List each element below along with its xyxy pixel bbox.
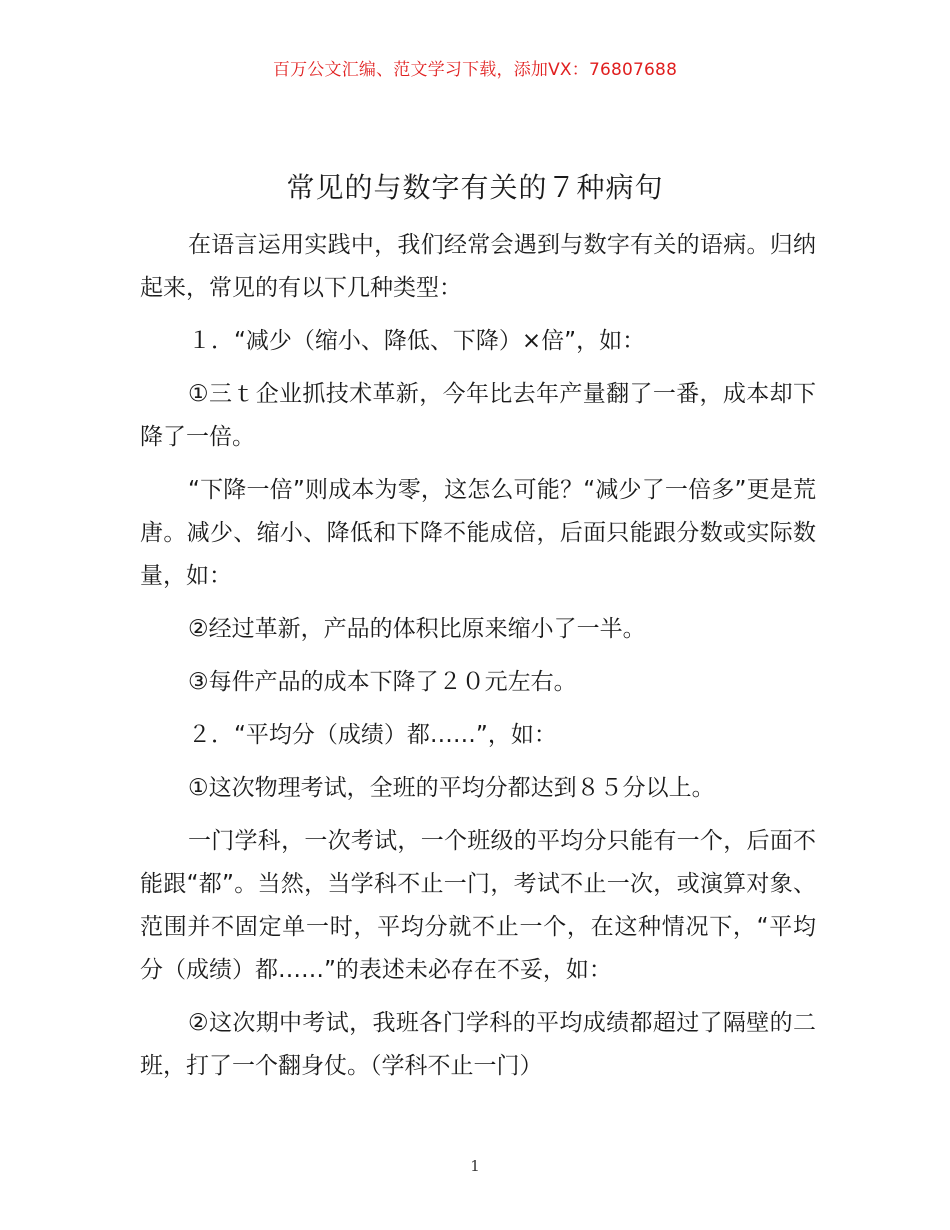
- paragraph-intro: 在语言运用实践中，我们经常会遇到与数字有关的语病。归纳起来，常见的有以下几种类型：: [140, 232, 816, 301]
- example-sentence: ①三ｔ企业抓技术革新，今年比去年产量翻了一番，成本却下降了一倍。: [140, 381, 816, 450]
- section-heading-2: ２．“平均分（成绩）都……”，如：: [188, 722, 557, 748]
- paragraph-explanation: 一门学科，一次考试，一个班级的平均分只能有一个，后面不能跟“都”。当然，当学科不止一门，考试不止一次，或演算对象、范围并不固定单一时，平均分就不止一个，在这种情况下，“平均分（成绩）都……”的表述未必存在不妥，如：: [140, 828, 816, 983]
- section-heading-1: １．“减少（缩小、降低、下降）×倍”，如：: [188, 328, 646, 354]
- example-sentence: ①这次物理考试，全班的平均分都达到８５分以上。: [188, 775, 715, 801]
- example-sentence: ②这次期中考试，我班各门学科的平均成绩都超过了隔壁的二班，打了一个翻身仗。（学科不止一门）: [140, 1010, 816, 1079]
- example-sentence: ③每件产品的成本下降了２０元左右。: [188, 669, 577, 695]
- document-body: [140, 224, 816, 1098]
- document-title: 常见的与数字有关的７种病句: [286, 171, 664, 204]
- example-sentence: ②经过革新，产品的体积比原来缩小了一半。: [188, 616, 646, 642]
- header-banner: 百万公文汇编、范文学习下载，添加VX：76807688: [272, 60, 678, 80]
- page-number: 1: [470, 1157, 480, 1175]
- paragraph-explanation: “下降一倍”则成本为零，这怎么可能？“减少了一倍多”更是荒唐。减少、缩小、降低和下降不能成倍，后面只能跟分数或实际数量，如：: [140, 477, 816, 589]
